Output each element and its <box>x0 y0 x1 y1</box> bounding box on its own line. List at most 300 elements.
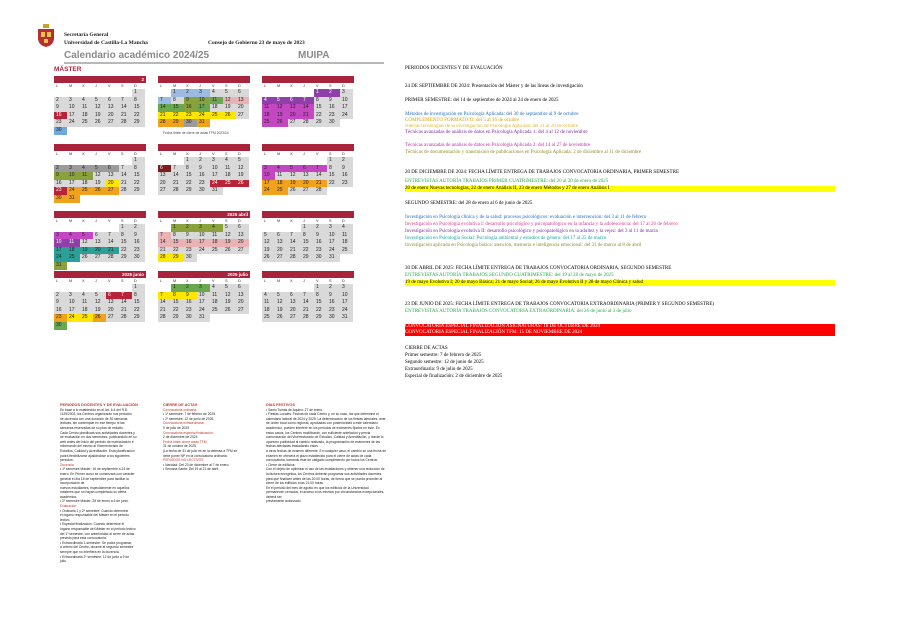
day-cell: 31 <box>197 119 210 127</box>
column-line: 1125/2003, los Centros organizarán sus periodos <box>60 412 132 417</box>
section-label: MÁSTER <box>54 66 82 73</box>
deadline-line: 30 DE ABRIL DE 2025: FECHA LÍMITE ENTREGA DE TRABAJOS CONVOCATORIA ORDINARIA, SEGUNDO SEMESTRE <box>405 266 672 271</box>
day-cell: 3 <box>340 284 353 292</box>
day-cell <box>106 89 119 97</box>
day-cell: 27 <box>275 254 288 262</box>
weekday-label: J <box>303 152 305 156</box>
column-line: del 1º semestre, con anterioridad al cierre de actas <box>60 531 135 536</box>
day-cell: 30 <box>184 314 197 322</box>
week-row <box>158 299 250 307</box>
day-cell <box>262 284 275 292</box>
week-row <box>158 292 250 300</box>
day-cell <box>132 127 145 135</box>
column-line: la factura energética, los Centros deberán programar sus actividades docentes <box>266 471 382 476</box>
month-calendar <box>54 76 146 135</box>
day-cell: 28 <box>171 187 184 195</box>
day-cell: 29 <box>132 187 145 195</box>
day-cell: 13 <box>158 172 171 180</box>
day-cell <box>106 322 119 330</box>
day-cell: 13 <box>288 104 301 112</box>
day-cell: 19 <box>93 112 106 120</box>
column-line: cierre de los edificios a las 21:00 horas. <box>266 481 324 486</box>
column-line: previsto para esta convocatoria. <box>60 536 107 541</box>
day-cell: 30 <box>327 119 340 127</box>
column-line: • Especial finalización: Cuando determine el <box>60 522 125 527</box>
weekday-label: S <box>329 84 332 88</box>
day-cell: 5 <box>275 97 288 105</box>
week-row <box>54 187 146 195</box>
interviews-line: ENTREVISTAS AUTORÍA TRABAJOS SEGUNDO CUATRIMESTRE: del 19 al 28 de mayo de 2025 <box>405 273 614 278</box>
day-cell: 16 <box>184 239 197 247</box>
day-cell: 8 <box>171 97 184 105</box>
day-cell <box>80 195 93 203</box>
day-cell: 26 <box>223 112 236 120</box>
day-cell: 26 <box>262 254 275 262</box>
day-cell: 13 <box>106 299 119 307</box>
day-cell <box>54 157 67 165</box>
closing-item: Primer semestre: 7 de febrero de 2025 <box>405 353 482 358</box>
day-cell: 25 <box>223 180 236 188</box>
weekday-label: S <box>121 219 124 223</box>
day-cell: 19 <box>275 112 288 120</box>
week-row <box>54 89 146 97</box>
day-cell: 7 <box>106 232 119 240</box>
weekday-label: V <box>316 84 319 88</box>
day-cell: 17 <box>327 239 340 247</box>
day-cell: 1 <box>119 224 132 232</box>
column-line: examen en ofrecerá el plazo establecido para el cierre de actas de cada <box>266 453 372 458</box>
day-cell: 22 <box>132 112 145 120</box>
day-cell <box>236 254 249 262</box>
month-title <box>262 211 354 218</box>
day-cell: 10 <box>54 239 67 247</box>
day-cell: 2 <box>184 224 197 232</box>
weekday-label: M <box>69 152 73 156</box>
month-calendar <box>54 271 146 330</box>
day-cell: 14 <box>171 172 184 180</box>
column-line: de orden local como regional, aprobadas con posterioridad a este calendario <box>266 421 378 426</box>
month-calendar <box>262 211 354 262</box>
day-cell: 29 <box>184 187 197 195</box>
day-cell: 13 <box>106 104 119 112</box>
day-cell: 11 <box>210 97 223 105</box>
day-cell: 2 <box>197 157 210 165</box>
day-cell: 18 <box>80 112 93 120</box>
day-cell: 10 <box>67 104 80 112</box>
day-cell: 24 <box>67 314 80 322</box>
day-cell: 12 <box>236 165 249 173</box>
day-cell: 13 <box>93 239 106 247</box>
day-cell: 28 <box>119 314 132 322</box>
weekday-label: S <box>329 152 332 156</box>
week-row <box>262 247 354 255</box>
day-cell: 15 <box>132 104 145 112</box>
day-cell: 22 <box>314 112 327 120</box>
day-cell: 12 <box>93 172 106 180</box>
weekday-label: V <box>316 279 319 283</box>
day-cell: 10 <box>197 232 210 240</box>
column-title: DÍAS FESTIVOS <box>266 403 295 407</box>
day-cell: 2 <box>184 284 197 292</box>
day-cell: 5 <box>93 97 106 105</box>
day-cell <box>210 314 223 322</box>
weekday-label: L <box>160 152 163 156</box>
week-row <box>262 89 354 97</box>
day-cell: 25 <box>80 314 93 322</box>
day-cell: 13 <box>301 172 314 180</box>
weekday-label: X <box>82 84 85 88</box>
day-cell: 4 <box>210 89 223 97</box>
day-cell: 28 <box>288 254 301 262</box>
day-cell: 5 <box>262 232 275 240</box>
day-cell: 25 <box>80 187 93 195</box>
column-body <box>163 408 255 472</box>
week-row <box>54 224 146 232</box>
day-cell: 18 <box>210 104 223 112</box>
day-cell: 8 <box>314 292 327 300</box>
day-cell: 6 <box>93 232 106 240</box>
day-cell: 19 <box>236 172 249 180</box>
day-cell <box>93 127 106 135</box>
day-cell: 16 <box>54 180 67 188</box>
course-item: Técnicas de documentación y transmisión de publicaciones en Psicología Aplicada: 2 de diciembre al 11 de diciembre <box>405 150 642 155</box>
week-row <box>262 254 354 262</box>
day-cell: 28 <box>301 314 314 322</box>
weekday-label: L <box>264 84 267 88</box>
week-row <box>262 299 354 307</box>
day-cell: 8 <box>314 97 327 105</box>
column-line: Convocatoria especial finalización: <box>163 430 214 435</box>
day-cell: 22 <box>301 247 314 255</box>
day-cell: 16 <box>340 172 353 180</box>
day-cell: 11 <box>67 239 80 247</box>
weekday-label: X <box>186 279 189 283</box>
weekday-label: S <box>225 152 228 156</box>
weekday-label: M <box>69 279 73 283</box>
day-cell: 17 <box>67 112 80 120</box>
column-line: • Navidad: Del 23 de diciembre al 7 de enero. <box>163 462 230 467</box>
day-cell: 6 <box>236 284 249 292</box>
day-cell <box>93 224 106 232</box>
day-cell: 6 <box>158 165 171 173</box>
weekday-label: X <box>82 279 85 283</box>
week-row <box>158 284 250 292</box>
course-item: Investigación en Psicología evolutiva II: desarrollo psicológico y psicopatológico en la adultez y la vejez: del 3 al 11 de marzo <box>405 229 659 234</box>
day-cell: 21 <box>301 112 314 120</box>
month-calendar <box>158 271 250 322</box>
day-cell: 2 <box>327 89 340 97</box>
day-cell: 3 <box>54 232 67 240</box>
day-cell: 20 <box>93 247 106 255</box>
day-cell: 15 <box>314 299 327 307</box>
day-cell: 4 <box>80 97 93 105</box>
week-row <box>54 119 146 127</box>
column-line: de docencia con una duración de 30 semanas <box>60 416 128 421</box>
column-line: Fecha límite cierre actas TFM: <box>163 439 208 444</box>
column-line: comunicación del Vicerrectorado de Estudios, Calidad y Acreditación, y donde lo <box>266 435 384 440</box>
weekday-label: J <box>95 279 97 283</box>
day-cell <box>262 89 275 97</box>
day-cell: 9 <box>340 165 353 173</box>
day-cell: 24 <box>340 112 353 120</box>
day-cell <box>288 284 301 292</box>
day-cell: 1 <box>301 224 314 232</box>
week-row <box>262 314 354 322</box>
day-cell: 1 <box>314 89 327 97</box>
day-cell: 25 <box>262 314 275 322</box>
day-cell: 26 <box>236 180 249 188</box>
day-cell <box>236 119 249 127</box>
day-cell: 4 <box>80 292 93 300</box>
day-cell <box>67 89 80 97</box>
closing-column <box>163 403 255 472</box>
day-cell: 19 <box>80 247 93 255</box>
day-cell: 7 <box>119 165 132 173</box>
month-title <box>54 211 146 218</box>
day-cell: 5 <box>223 89 236 97</box>
weekday-label: X <box>290 152 293 156</box>
closing-item: Extraordinaria: 9 de julio de 2025 <box>405 367 473 372</box>
day-cell: 29 <box>171 314 184 322</box>
weekday-label: L <box>264 279 267 283</box>
day-cell: 31 <box>210 187 223 195</box>
column-line: • Ordinaria 1 y 2º semestre: Cuando determine <box>60 508 129 513</box>
day-cell <box>67 157 80 165</box>
weekday-label: J <box>303 279 305 283</box>
column-line: • 1º semestre: 7 de febrero de 2025. <box>163 412 216 417</box>
day-cell: 21 <box>119 307 132 315</box>
day-cell <box>80 322 93 330</box>
day-cell: 12 <box>223 97 236 105</box>
day-cell <box>93 262 106 270</box>
deadline-line: 23 DE JUNIO DE 2025: FECHA LÍMITE ENTREGA DE TRABAJOS CONVOCATORIA EXTRAORDINARIA (PRIMER Y SEGUNDO SEMESTRE) <box>405 302 715 307</box>
interviews-line: ENTREVISTAS AUTORÍA TRABAJOS PRIMER CUATRIMESTRE: del 20 al 30 de enero de 2025 <box>405 179 609 184</box>
weekday-label: V <box>316 152 319 156</box>
day-cell <box>223 254 236 262</box>
interviews-dates: 19 de mayo Evolutiva I; 20 de mayo Básica; 21 de mayo Social; 26 de mayo Evolutiva II y 28 de mayo Clínica y salud <box>405 280 835 286</box>
day-cell: 3 <box>67 292 80 300</box>
column-line: • 2º semestre: 12 de junio de 2025. <box>163 416 215 421</box>
interviews-line: ENTREVISTAS AUTORÍA TRABAJOS CONVOCATORIA EXTRAORDINARIA: del 26 de junio al 3 de julio <box>405 309 632 314</box>
day-cell <box>119 322 132 330</box>
day-cell: 2 <box>54 165 67 173</box>
day-cell: 28 <box>158 314 171 322</box>
day-cell: 7 <box>119 97 132 105</box>
day-cell <box>275 224 288 232</box>
weekday-label: D <box>342 219 345 223</box>
day-cell: 21 <box>106 247 119 255</box>
day-cell: 23 <box>54 119 67 127</box>
weekday-label: L <box>264 219 267 223</box>
day-cell: 12 <box>275 104 288 112</box>
day-cell: 24 <box>210 180 223 188</box>
day-cell: 23 <box>314 247 327 255</box>
weekday-label: S <box>225 219 228 223</box>
month-calendar <box>54 211 146 270</box>
day-cell: 15 <box>171 104 184 112</box>
day-cell: 26 <box>223 247 236 255</box>
month-calendar <box>54 144 146 203</box>
column-line: debe poner NP en la convocatoria ordinaria. <box>163 453 228 458</box>
day-cell: 12 <box>93 104 106 112</box>
day-cell: 6 <box>301 165 314 173</box>
weekday-label: D <box>134 84 137 88</box>
day-cell: 3 <box>262 165 275 173</box>
day-cell: 24 <box>327 247 340 255</box>
day-cell: 11 <box>210 232 223 240</box>
day-cell: 14 <box>288 239 301 247</box>
day-cell: 28 <box>314 187 327 195</box>
day-cell: 21 <box>158 112 171 120</box>
holidays-column <box>266 403 401 504</box>
day-cell: 1 <box>171 224 184 232</box>
course-item: COMPLEMENTO FORMATIVO: del 5 al 16 de octubre <box>405 118 520 123</box>
day-cell: 30 <box>54 127 67 135</box>
day-cell: 14 <box>301 299 314 307</box>
weekday-label: M <box>69 84 73 88</box>
week-row <box>262 104 354 112</box>
day-cell: 16 <box>54 112 67 120</box>
day-cell: 9 <box>197 165 210 173</box>
day-cell: 7 <box>301 292 314 300</box>
month-title <box>262 271 354 278</box>
day-cell: 24 <box>67 119 80 127</box>
day-cell: 1 <box>314 284 327 292</box>
day-cell: 19 <box>223 104 236 112</box>
day-cell: 5 <box>93 165 106 173</box>
course-item: Investigación en Psicología evolutiva I: desarrollo psicológico y psicopatológico en la infancia y la adolescencia: del 17 al 26 de febrero <box>405 222 678 227</box>
column-line: • Cierre de edificios: <box>266 462 296 467</box>
day-cell: 4 <box>80 165 93 173</box>
day-cell: 7 <box>158 232 171 240</box>
weekday-label: M <box>277 152 281 156</box>
day-cell <box>106 195 119 203</box>
week-row <box>158 224 250 232</box>
day-cell: 10 <box>327 232 340 240</box>
weekday-label: J <box>95 84 97 88</box>
weekday-label: X <box>186 152 189 156</box>
day-cell <box>93 284 106 292</box>
day-cell: 13 <box>236 97 249 105</box>
column-line: para que finalicen antes de las 20:00 horas, de forma que se pueda proceder al <box>266 476 383 481</box>
day-cell: 16 <box>54 307 67 315</box>
day-cell: 3 <box>340 89 353 97</box>
day-cell: 29 <box>301 254 314 262</box>
day-cell: 1 <box>132 89 145 97</box>
day-cell: 15 <box>132 299 145 307</box>
week-row <box>262 224 354 232</box>
day-cell: 20 <box>275 247 288 255</box>
day-cell: 7 <box>314 165 327 173</box>
weekday-label: L <box>264 152 267 156</box>
weekday-label: J <box>95 152 97 156</box>
column-line: oportuno publicidad al cambio realizado, la programación de exámenes de las <box>266 439 380 444</box>
column-title: CIERRE DE ACTAS <box>163 403 198 407</box>
day-cell: 6 <box>236 89 249 97</box>
day-cell <box>158 157 171 165</box>
day-cell: 26 <box>275 314 288 322</box>
weekday-label: L <box>160 219 163 223</box>
page-title: Calendario académico 2024/25 <box>64 50 210 61</box>
day-cell: 5 <box>223 284 236 292</box>
day-cell: 9 <box>184 292 197 300</box>
day-cell: 26 <box>223 307 236 315</box>
day-cell: 5 <box>288 165 301 173</box>
day-cell: 4 <box>275 165 288 173</box>
week-row <box>54 284 146 292</box>
weekday-label: J <box>199 219 201 223</box>
day-cell <box>275 157 288 165</box>
day-cell: 18 <box>262 307 275 315</box>
day-cell: 22 <box>171 307 184 315</box>
day-cell: 14 <box>106 239 119 247</box>
day-cell: 23 <box>132 247 145 255</box>
column-line: Estudios, Calidad y Acreditación. Esta planificación <box>60 448 135 453</box>
day-cell: 11 <box>275 172 288 180</box>
weekday-label: J <box>199 84 201 88</box>
day-cell <box>210 254 223 262</box>
day-cell: 25 <box>67 254 80 262</box>
day-cell: 8 <box>171 232 184 240</box>
week-row <box>158 97 250 105</box>
day-cell: 26 <box>93 314 106 322</box>
course-item: Investigación en Psicología clínica y de la salud: procesos psicológicos: evaluación e intervención: del 3 al 11 de febrero <box>405 215 647 220</box>
month-calendar <box>158 76 250 127</box>
day-cell: 18 <box>223 172 236 180</box>
column-line: nuevos estudiantes, especialmente en aquellos <box>60 485 130 490</box>
day-cell: 23 <box>184 112 197 120</box>
day-cell <box>93 89 106 97</box>
day-cell: 31 <box>67 195 80 203</box>
column-line: convocatoria, tomando éste de obligado cumplimiento por todos los Centros. <box>266 458 378 463</box>
day-cell: 3 <box>197 224 210 232</box>
closing-item: Especial de finalización: 2 de diciembre de 2025 <box>405 374 503 379</box>
column-line: de evaluación en dos semestres, publicándolo en su <box>60 435 137 440</box>
day-cell: 31 <box>340 314 353 322</box>
weekday-label: X <box>290 219 293 223</box>
day-cell: 17 <box>210 172 223 180</box>
day-cell: 15 <box>314 104 327 112</box>
program-name: MUIPA <box>298 50 330 61</box>
day-cell: 14 <box>301 104 314 112</box>
day-cell: 15 <box>171 299 184 307</box>
day-cell: 18 <box>67 247 80 255</box>
day-cell <box>340 187 353 195</box>
month-title: 2025 abril <box>158 211 250 218</box>
day-cell: 30 <box>184 254 197 262</box>
weekday-label: D <box>134 279 137 283</box>
week-row <box>262 239 354 247</box>
day-cell <box>93 157 106 165</box>
day-cell: 18 <box>80 180 93 188</box>
special-call-line: CONVOCATORIA ESPECIAL FINALIZACIÓN ASIGNATURAS: 18 DE OCTUBRE DE 2024 <box>405 324 835 330</box>
day-cell: 17 <box>340 104 353 112</box>
first-semester-line: PRIMER SEMESTRE: del 14 de septiembre de 2024 al 24 de enero de 2025 <box>405 98 559 103</box>
day-cell: 1 <box>327 157 340 165</box>
day-cell: 20 <box>236 239 249 247</box>
day-cell: 26 <box>93 187 106 195</box>
day-cell: 10 <box>340 97 353 105</box>
day-cell: 11 <box>210 292 223 300</box>
day-cell: 10 <box>210 165 223 173</box>
day-cell: 11 <box>80 172 93 180</box>
day-cell <box>93 195 106 203</box>
column-line: • Santo Tomás de Aquino: 27 de enero. <box>266 407 324 412</box>
column-line: Docencia <box>60 462 74 467</box>
column-line: académico, pueden interferir en los periodos de exámenes fijados en éste. En <box>266 425 380 430</box>
week-row <box>158 314 250 322</box>
day-cell: 28 <box>301 119 314 127</box>
